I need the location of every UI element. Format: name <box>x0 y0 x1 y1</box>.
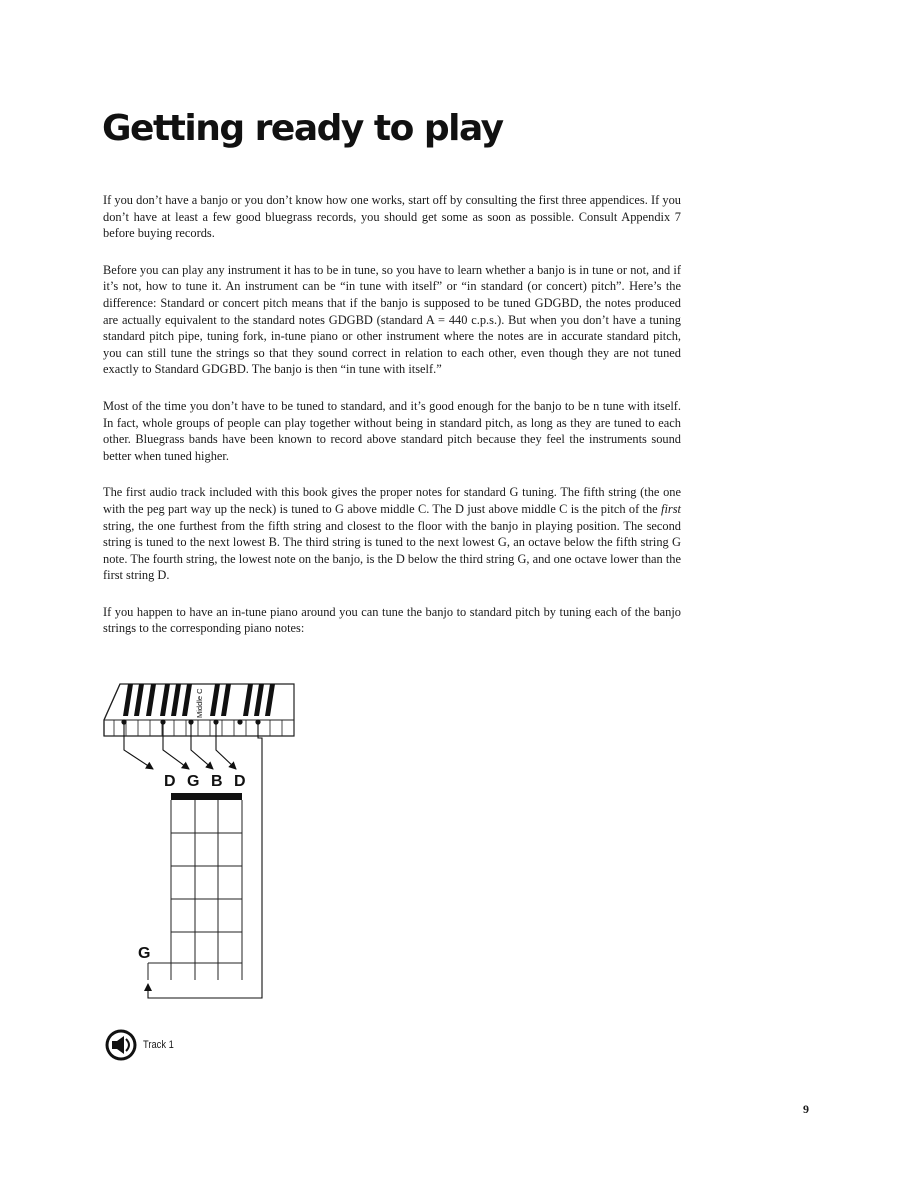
audio-track-indicator <box>104 1028 179 1062</box>
string-note-label: B <box>211 773 223 790</box>
banjo-fretboard <box>148 793 242 980</box>
paragraph-string-notes <box>103 484 681 584</box>
paragraph-in-tune-with-itself: Most of the time you don’t have to be tuned to standard, and it’s good enough for the banjo to be n tune with itself. In fact, whole groups of people can play together without being in standard pitch, as long as they are tuned to each other. Bluegrass bands have been known to record above standard pitch because they feel the instruments sound better when tuned higher. <box>103 398 681 463</box>
string-note-label: D <box>164 773 176 790</box>
page-number: 9 <box>803 1102 809 1116</box>
piano-keyboard <box>104 684 294 736</box>
paragraph-string-notes-start: The first audio track included with this book gives the proper notes for standard G tuning. The fifth string (the one with the peg part way up the neck) is tuned to G above middle C. The D just above middle C is the pitch of the <box>103 485 681 516</box>
middle-c-label: Middle C <box>195 688 204 718</box>
track-label: Track 1 <box>143 1039 174 1051</box>
paragraph-tuning-explanation: Before you can play any instrument it has to be in tune, so you have to learn whether a banjo is in tune or not, and if it’s not, how to tune it. An instrument can be “in tune with itself” or “in standard (or concert) pitch”. Here’s the difference: Standard or concert pitch means that if the banjo is supposed to be tuned GDGBD, the notes produced are actually equivalent to the standard notes GDGBD (standard A = 440 c.p.s.). But when you don’t have a tuning standard pitch pipe, tuning fork, in-tune piano or other instrument where the notes are in accurate standard pitch, you can still tune the strings so that they sound correct in relation to each other, even though they are not tuned exactly to Standard GDGBD. The banjo is then “in tune with itself.” <box>103 262 681 377</box>
paragraph-string-notes-end: string, the one furthest from the fifth string and closest to the floor with the banjo in playing position. The second string is tuned to the next lowest B. The third string is tuned to the next lowest G, an octave below the fifth string G note. The fourth string, the lowest note on the banjo, is the D below the third string G, and one octave lower than the first string D. <box>103 518 681 583</box>
banjo-nut <box>171 793 242 800</box>
speaker-icon <box>104 1028 138 1062</box>
emphasis-first: first <box>661 501 681 516</box>
page-title: Getting ready to play <box>102 108 503 149</box>
fifth-string-note-label: G <box>138 945 151 962</box>
piano-banjo-tuning-diagram <box>98 678 298 1003</box>
paragraph-piano-tuning: If you happen to have an in-tune piano around you can tune the banjo to standard pitch by tuning each of the banjo strings to the corresponding piano notes: <box>103 604 681 636</box>
paragraph-intro: If you don’t have a banjo or you don’t know how one works, start off by consulting the first three appendices. If you don’t have at least a few good bluegrass records, you should get some as soon as possible. Consult Appendix 7 before buying records. <box>103 193 681 241</box>
body-text <box>103 192 681 655</box>
string-note-label: G <box>187 773 200 790</box>
string-note-label: D <box>234 773 246 790</box>
string-note-labels <box>138 773 246 962</box>
